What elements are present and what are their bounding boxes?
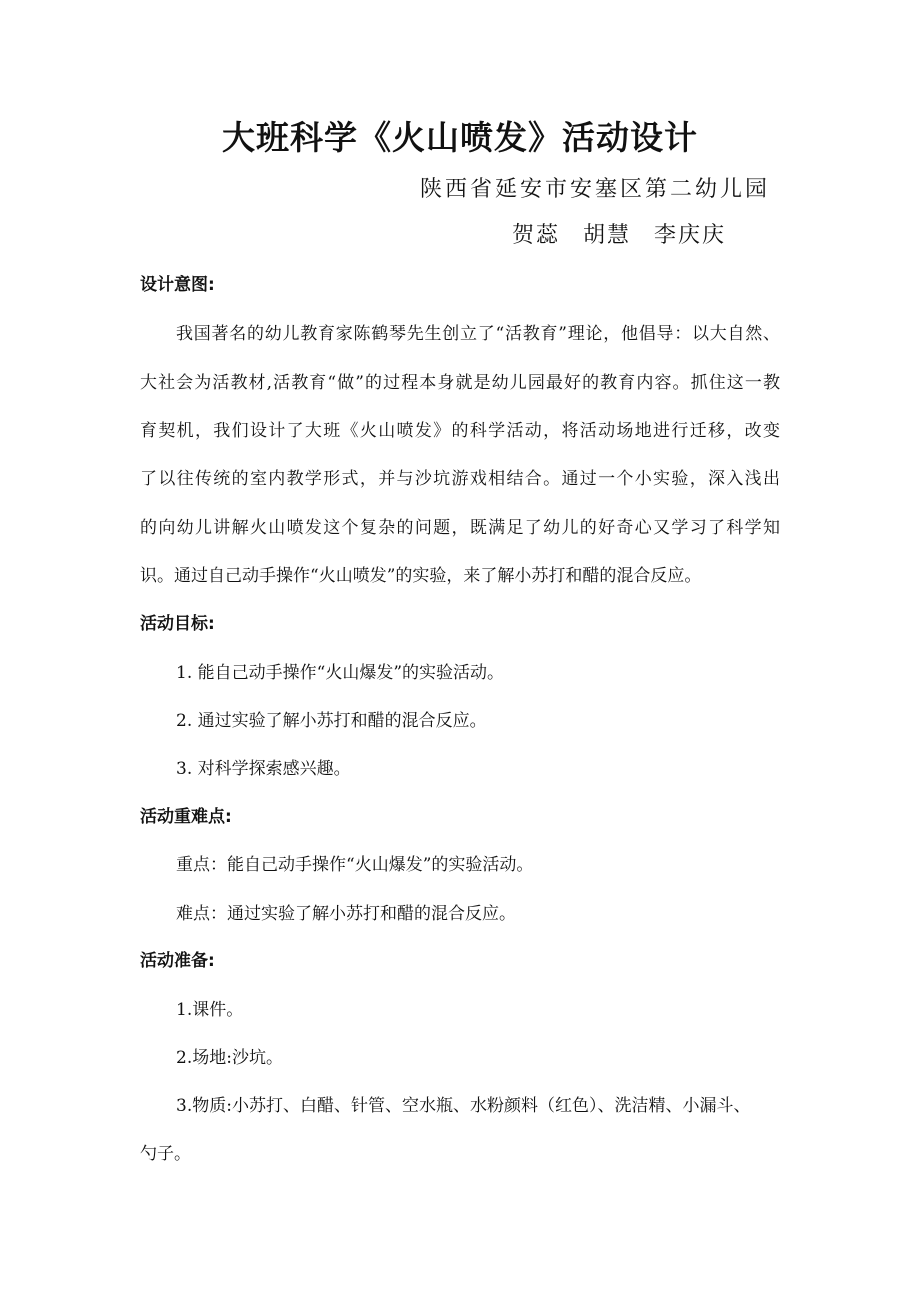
author-name: 李庆庆 — [654, 223, 727, 248]
author-name: 贺蕊 — [512, 223, 561, 248]
list-item: 重点：能自己动手操作“火山爆发”的实验活动。 — [176, 855, 534, 875]
list-item: 2.场地:沙坑。 — [176, 1048, 283, 1068]
section-heading-prep: 活动准备: — [140, 951, 215, 971]
paragraph-line: 了以往传统的室内教学形式，并与沙坑游戏相结合。通过一个小实验，深入浅出 — [140, 469, 780, 489]
list-item: 3. 对科学探索感兴趣。 — [176, 759, 351, 779]
paragraph-line: 识。通过自己动手操作“火山喷发”的实验，来了解小苏打和醋的混合反应。 — [140, 566, 702, 586]
list-item-continuation: 勺子。 — [140, 1144, 191, 1164]
list-item: 难点：通过实验了解小苏打和醋的混合反应。 — [176, 904, 516, 924]
list-item: 3.物质:小苏打、白醋、针管、空水瓶、水粉颜料（红色）、洗洁精、小漏斗、 — [176, 1096, 751, 1116]
section-heading-intent: 设计意图: — [140, 275, 215, 295]
list-item: 1. 能自己动手操作“火山爆发”的实验活动。 — [176, 663, 505, 683]
list-item: 2. 通过实验了解小苏打和醋的混合反应。 — [176, 711, 487, 731]
document-title: 大班科学《火山喷发》活动设计 — [222, 118, 698, 157]
list-item: 1.课件。 — [176, 1000, 244, 1020]
paragraph-line: 的向幼儿讲解火山喷发这个复杂的问题，既满足了幼儿的好奇心又学习了科学知 — [140, 518, 780, 538]
section-heading-goals: 活动目标: — [140, 614, 215, 634]
author-name: 胡慧 — [583, 223, 632, 248]
author-list — [512, 218, 740, 249]
section-heading-key-points: 活动重难点: — [140, 807, 232, 827]
paragraph-line: 我国著名的幼儿教育家陈鹤琴先生创立了“活教育”理论，他倡导：以大自然、 — [176, 324, 780, 344]
paragraph-line: 育契机，我们设计了大班《火山喷发》的科学活动，将活动场地进行迁移，改变 — [140, 421, 780, 441]
school-name: 陕西省延安市安塞区第二幼儿园 — [420, 177, 771, 202]
paragraph-line: 大社会为活教材,活教育“做”的过程本身就是幼儿园最好的教育内容。抓住这一教 — [140, 373, 780, 393]
